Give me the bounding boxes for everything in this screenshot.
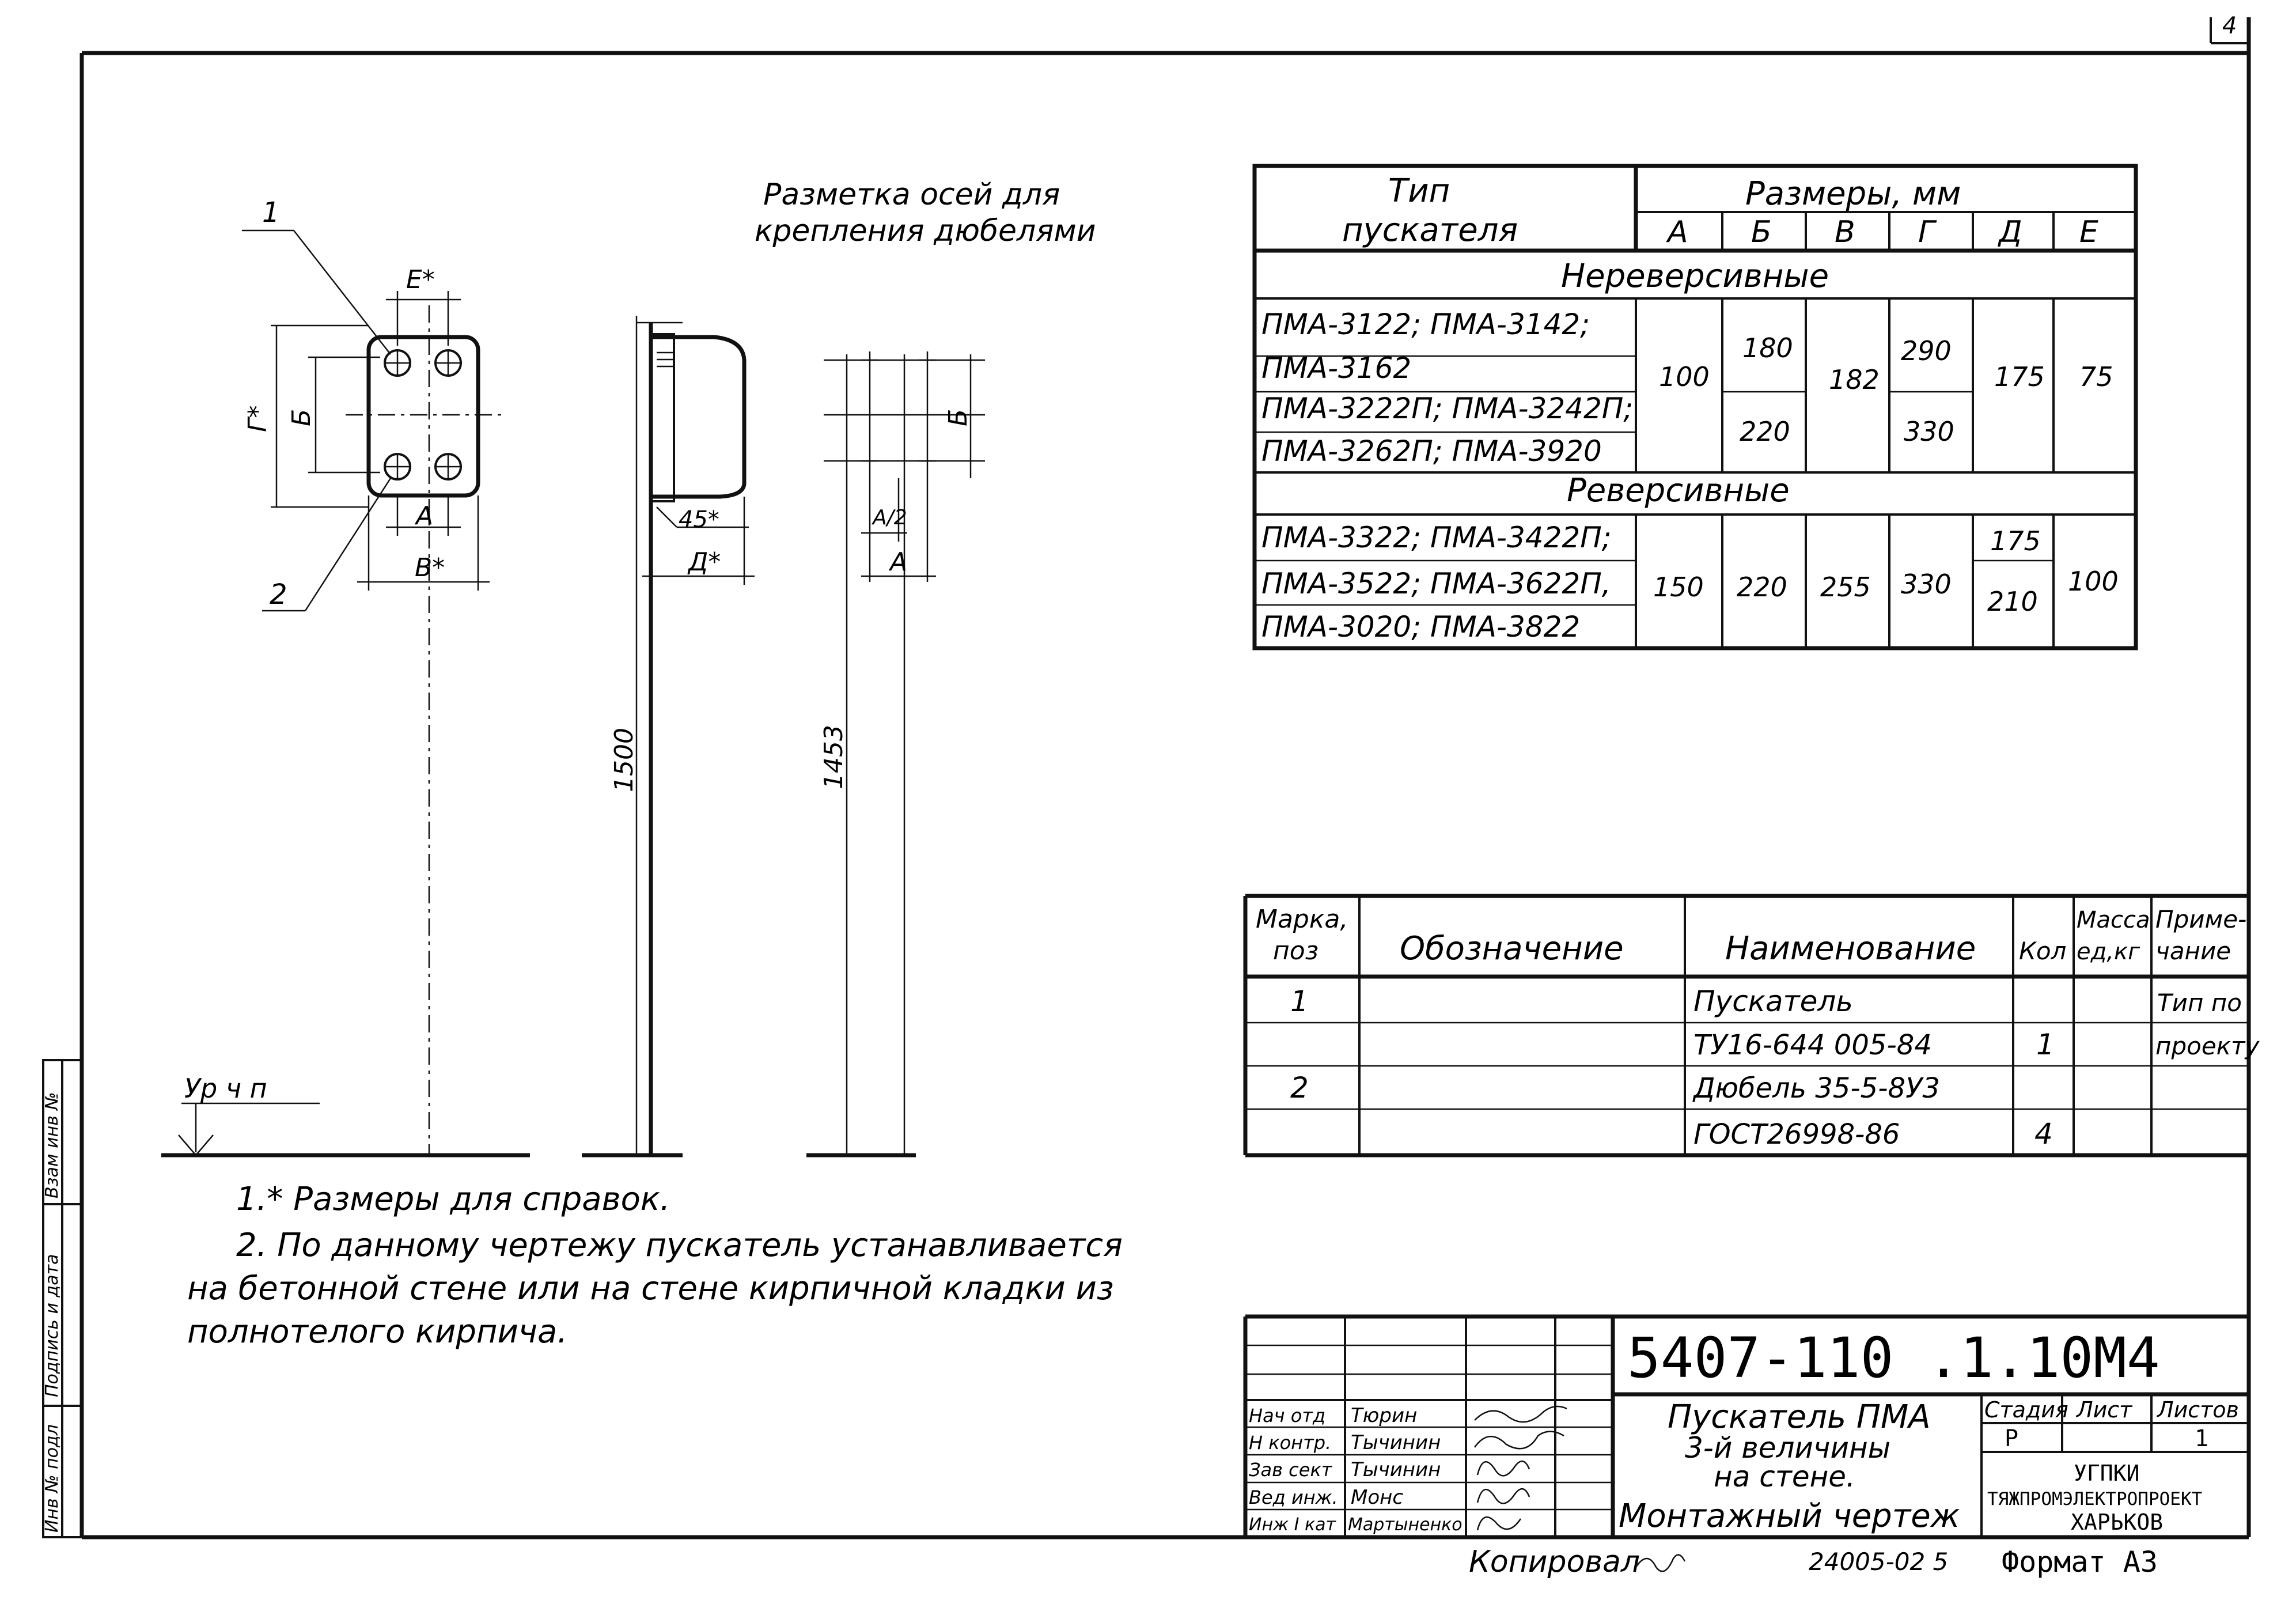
signature-1 xyxy=(1475,1406,1567,1422)
product-name-3: на стене. xyxy=(1714,1460,1855,1493)
signature-3 xyxy=(1477,1461,1529,1476)
copied-label: Копировал xyxy=(1469,1545,1640,1579)
group-reversing: Реверсивные xyxy=(1567,472,1790,509)
spec-r4-name: ГОСТ26998-86 xyxy=(1693,1118,1900,1151)
g2-E: 100 xyxy=(2068,566,2119,597)
g2-V: 255 xyxy=(1820,572,1871,603)
g1-type-4: ПМА-3262П; ПМА-3920 xyxy=(1261,434,1602,468)
drawing-title-line1: Разметка осей для xyxy=(763,177,1060,212)
org-line-2: ТЯЖПРОМЭЛЕКТРОПРОЕКТ xyxy=(1987,1489,2203,1510)
person-4: Монс xyxy=(1351,1486,1404,1509)
floor-level xyxy=(161,1073,916,1155)
g1-B2: 220 xyxy=(1740,416,1790,447)
spec-h-name: Наименование xyxy=(1725,930,1976,967)
g1-B1: 180 xyxy=(1742,332,1793,364)
g1-type-2: ПМА-3162 xyxy=(1261,351,1412,385)
stage-value: Р xyxy=(2005,1425,2019,1452)
note-2-cont1: на бетонной стене или на стене кирпичной кладки из xyxy=(187,1270,1114,1307)
front-view xyxy=(242,196,501,1155)
g2-type-2: ПМА-3522; ПМА-3622П, xyxy=(1261,567,1611,600)
sheets-header: Листов xyxy=(2157,1397,2239,1423)
note-2-cont2: полнотелого кирпича. xyxy=(187,1313,568,1351)
g2-D2: 210 xyxy=(1987,586,2038,617)
product-name-1: Пускатель ПМА xyxy=(1668,1398,1931,1436)
col-G: Г xyxy=(1918,215,1935,249)
role-3: Зав сект xyxy=(1249,1459,1332,1481)
spec-r3-name: Дюбель 35-5-8У3 xyxy=(1693,1072,1940,1104)
g2-type-3: ПМА-3020; ПМА-3822 xyxy=(1261,610,1581,644)
stage-header: Стадия xyxy=(1984,1397,2068,1423)
doc-number: 5407-110 .1.10М4 xyxy=(1627,1326,2160,1390)
spec-r2-name: ТУ16-644 005-84 xyxy=(1693,1029,1932,1061)
role-4: Вед инж. xyxy=(1249,1486,1338,1508)
callout-1: 1 xyxy=(262,196,280,229)
note-1: 1.* Размеры для справок. xyxy=(236,1181,670,1218)
org-line-3: ХАРЬКОВ xyxy=(2071,1510,2164,1535)
g1-A: 100 xyxy=(1659,361,1710,392)
person-5: Мартыненко xyxy=(1348,1515,1463,1535)
spec-r1-mark: 1 xyxy=(1290,985,1309,1018)
spec-h-mark: Марка, поз xyxy=(1256,905,1348,966)
dim-angle: 45* xyxy=(679,506,719,533)
sheets-value: 1 xyxy=(2195,1425,2209,1452)
g1-type-3: ПМА-3222П; ПМА-3242П; xyxy=(1261,392,1634,425)
corner-mark: 4 xyxy=(2222,13,2237,39)
g2-D1: 175 xyxy=(1990,525,2041,557)
dim-B2: Б xyxy=(944,408,973,426)
g2-B: 220 xyxy=(1737,572,1787,603)
col-E: Е xyxy=(2079,215,2098,249)
col-D: Д xyxy=(1999,215,2022,249)
role-5: Инж I кат xyxy=(1249,1515,1336,1535)
side-stamp xyxy=(42,1060,82,1537)
dim-A: А xyxy=(416,501,434,531)
spec-h-qty: Кол xyxy=(2019,937,2067,965)
g2-G: 330 xyxy=(1901,569,1952,600)
dim-G: Г* xyxy=(243,405,272,432)
spec-h-mass: Масса ед,кг xyxy=(2077,907,2150,965)
dim-D: Д* xyxy=(688,547,721,577)
g1-V: 182 xyxy=(1829,364,1880,395)
g1-E: 75 xyxy=(2079,361,2113,392)
spec-r4-qty: 4 xyxy=(2034,1117,2053,1151)
sheet-header: Лист xyxy=(2077,1397,2132,1423)
sheet-code: 24005-02 5 xyxy=(1809,1548,1949,1576)
size-table xyxy=(1255,166,2136,648)
spec-r3-mark: 2 xyxy=(1290,1071,1309,1104)
signature-5 xyxy=(1477,1517,1521,1530)
bottom-annotations xyxy=(1469,1545,2158,1579)
level-label: Ур ч п xyxy=(184,1073,267,1104)
drawing-title-line2: крепления дюбелями xyxy=(755,214,1096,248)
g2-type-1: ПМА-3322; ПМА-3422П; xyxy=(1261,521,1612,554)
g1-G1: 290 xyxy=(1901,335,1952,366)
spec-h-note: Приме-чание xyxy=(2155,905,2247,965)
spec-r2-note: проекту xyxy=(2155,1032,2260,1060)
spec-h-designation: Обозначение xyxy=(1400,930,1624,967)
dim-V: В* xyxy=(415,553,445,582)
type-header-2: пускателя xyxy=(1342,211,1518,249)
note-2: 2. По данному чертежу пускатель устанавливается xyxy=(236,1227,1123,1264)
type-header-1: Тип xyxy=(1388,172,1450,210)
col-B: Б xyxy=(1751,215,1772,249)
drawing-type: Монтажный чертеж xyxy=(1619,1497,1960,1535)
notes xyxy=(187,1181,1123,1351)
spec-r1-note: Тип по xyxy=(2157,989,2242,1017)
group-nonreversing: Нереверсивные xyxy=(1561,258,1829,295)
side-stamp-sign: Подпись и дата xyxy=(42,1254,62,1397)
signature-2 xyxy=(1475,1432,1564,1449)
sizes-header: Размеры, мм xyxy=(1745,175,1961,213)
axis-marking-view xyxy=(818,351,985,1155)
dim-1500: 1500 xyxy=(609,728,639,792)
dim-A2: А xyxy=(890,547,908,577)
g1-G2: 330 xyxy=(1904,416,1954,447)
person-1: Тюрин xyxy=(1351,1404,1418,1427)
spec-r1-name: Пускатель xyxy=(1693,985,1853,1018)
spec-r2-qty: 1 xyxy=(2036,1028,2055,1061)
org-line-1: УГПКИ xyxy=(2074,1461,2140,1486)
side-stamp-inv: Инв № подл xyxy=(42,1424,62,1533)
col-A: А xyxy=(1668,215,1688,249)
copied-signature xyxy=(1636,1555,1685,1572)
role-1: Нач отд xyxy=(1249,1405,1326,1427)
product-name-2: 3-й величины xyxy=(1685,1431,1891,1465)
dim-1453: 1453 xyxy=(819,725,848,789)
side-view xyxy=(609,316,755,1155)
col-V: В xyxy=(1835,215,1855,249)
callout-2: 2 xyxy=(270,578,287,611)
dim-E: Е* xyxy=(406,265,435,294)
g1-type-1: ПМА-3122; ПМА-3142; xyxy=(1261,308,1590,341)
g2-A: 150 xyxy=(1653,572,1704,603)
person-2: Тычинин xyxy=(1351,1431,1441,1454)
role-2: Н контр. xyxy=(1249,1432,1332,1454)
spec-table xyxy=(1245,896,2260,1155)
person-3: Тычинин xyxy=(1351,1458,1441,1481)
title-block xyxy=(1245,1317,2249,1537)
g1-D: 175 xyxy=(1994,361,2045,392)
dim-B: Б xyxy=(287,408,316,426)
side-stamp-replaced: Взам инв № xyxy=(42,1092,62,1198)
signature-4 xyxy=(1477,1489,1529,1503)
format-label: Формат А3 xyxy=(2002,1545,2158,1579)
dim-A-half: А/2 xyxy=(873,506,907,529)
